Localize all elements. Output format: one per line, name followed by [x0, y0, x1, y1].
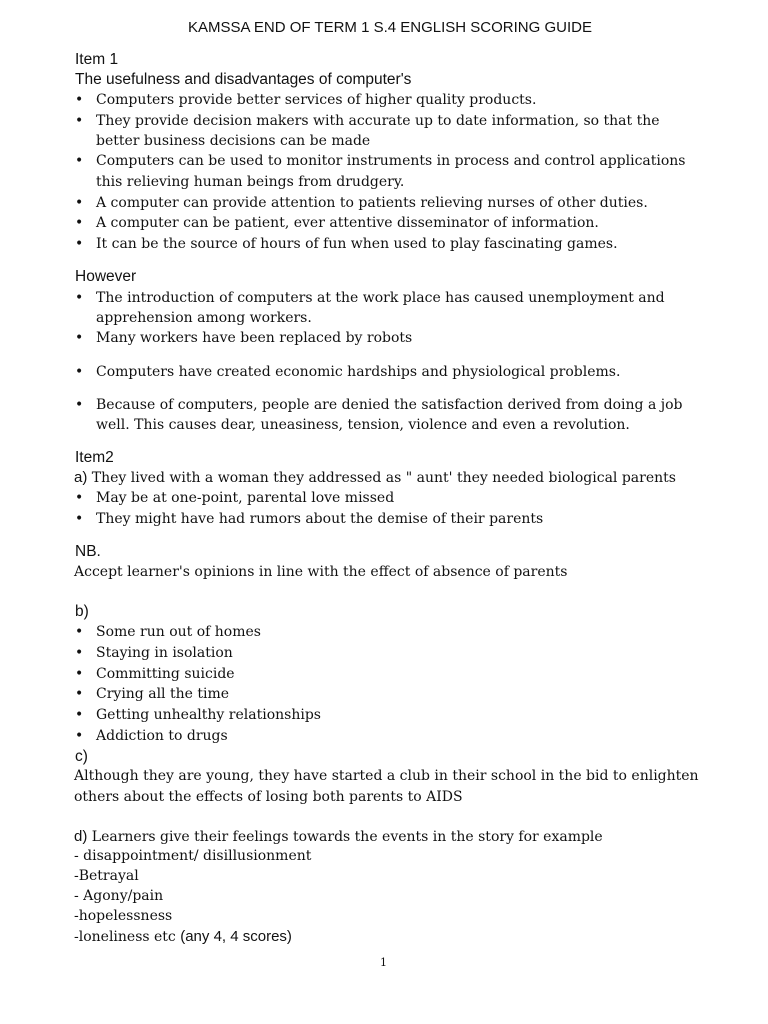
list-item: - Agony/pain [74, 888, 164, 904]
d-intro: Learners give their feelings towards the events in the story for example [87, 829, 603, 845]
item2-a-line [74, 469, 676, 486]
bullet: • [75, 707, 84, 723]
a-label: a) [74, 469, 88, 486]
list-item-text: They might have had rumors about the demise of their parents [96, 511, 544, 527]
d-last-text: -loneliness etc [74, 929, 181, 945]
bullet: • [75, 113, 84, 129]
bullet: • [75, 195, 84, 211]
a-text: They lived with a woman they addressed as " aunt' they needed biological parents [87, 470, 676, 486]
list-item: -Betrayal [74, 868, 139, 884]
bullet: • [75, 397, 84, 413]
list-item: - disappointment/ disillusionment [74, 848, 312, 864]
list-item-text: Because of computers, people are denied the satisfaction derived from doing a job [96, 397, 683, 413]
item1-subheading: The usefulness and disadvantages of computer's [75, 71, 412, 88]
bullet: • [75, 624, 84, 640]
list-item-text: Addiction to drugs [96, 728, 228, 744]
c-text-line: others about the effects of losing both parents to AIDS [74, 789, 463, 805]
list-item: -hopelessness [74, 908, 173, 924]
d-label: d) [74, 828, 88, 845]
bullet: • [75, 728, 84, 744]
bullet: • [75, 92, 84, 108]
document-title: KAMSSA END OF TERM 1 S.4 ENGLISH SCORING GUIDE [188, 19, 592, 36]
list-item-text: better business decisions can be made [96, 133, 371, 149]
bullet: • [75, 686, 84, 702]
item2-d-line [74, 828, 603, 845]
bullet: • [75, 511, 84, 527]
list-item-text: It can be the source of hours of fun when used to play fascinating games. [96, 236, 618, 252]
b-label: b) [75, 603, 89, 620]
nb-text: Accept learner's opinions in line with the effect of absence of parents [74, 564, 568, 580]
however-heading: However [75, 268, 137, 285]
bullet: • [75, 236, 84, 252]
list-item-text: Computers can be used to monitor instruments in process and control applications [96, 153, 686, 169]
nb-heading: NB. [75, 543, 101, 560]
item1-heading: Item 1 [75, 51, 119, 68]
bullet: • [75, 364, 84, 380]
list-item-text: They provide decision makers with accurate up to date information, so that the [96, 113, 660, 129]
list-item-text: apprehension among workers. [96, 310, 312, 326]
list-item-text: Crying all the time [96, 686, 230, 702]
bullet: • [75, 330, 84, 346]
list-item-text: well. This causes dear, uneasiness, tension, violence and even a revolution. [96, 417, 630, 433]
bullet: • [75, 290, 84, 306]
bullet: • [75, 153, 84, 169]
list-item-text: The introduction of computers at the work place has caused unemployment and [96, 290, 665, 306]
list-item-text: Some run out of homes [96, 624, 261, 640]
bullet: • [75, 490, 84, 506]
list-item-text: A computer can be patient, ever attentive disseminator of information. [96, 215, 599, 231]
list-item-text: A computer can provide attention to patients relieving nurses of other duties. [96, 195, 648, 211]
bullet: • [75, 666, 84, 682]
list-item-text: this relieving human beings from drudgery. [96, 174, 405, 190]
list-item-text: Staying in isolation [96, 645, 233, 661]
bullet: • [75, 645, 84, 661]
d-scores: (any 4, 4 scores) [180, 928, 292, 945]
list-item-text: May be at one-point, parental love missed [96, 490, 395, 506]
list-item-text: Getting unhealthy relationships [96, 707, 321, 723]
list-item-text: Computers have created economic hardships and physiological problems. [96, 364, 621, 380]
list-item-text: Computers provide better services of higher quality products. [96, 92, 537, 108]
bullet: • [75, 215, 84, 231]
c-label: c) [75, 748, 88, 765]
list-item-text: Many workers have been replaced by robots [96, 330, 413, 346]
list-item [74, 928, 292, 945]
list-item-text: Committing suicide [96, 666, 235, 682]
item2-heading: Item2 [75, 449, 114, 466]
page-number: 1 [380, 956, 387, 969]
c-text-line: Although they are young, they have started a club in their school in the bid to enlighten [74, 768, 699, 784]
